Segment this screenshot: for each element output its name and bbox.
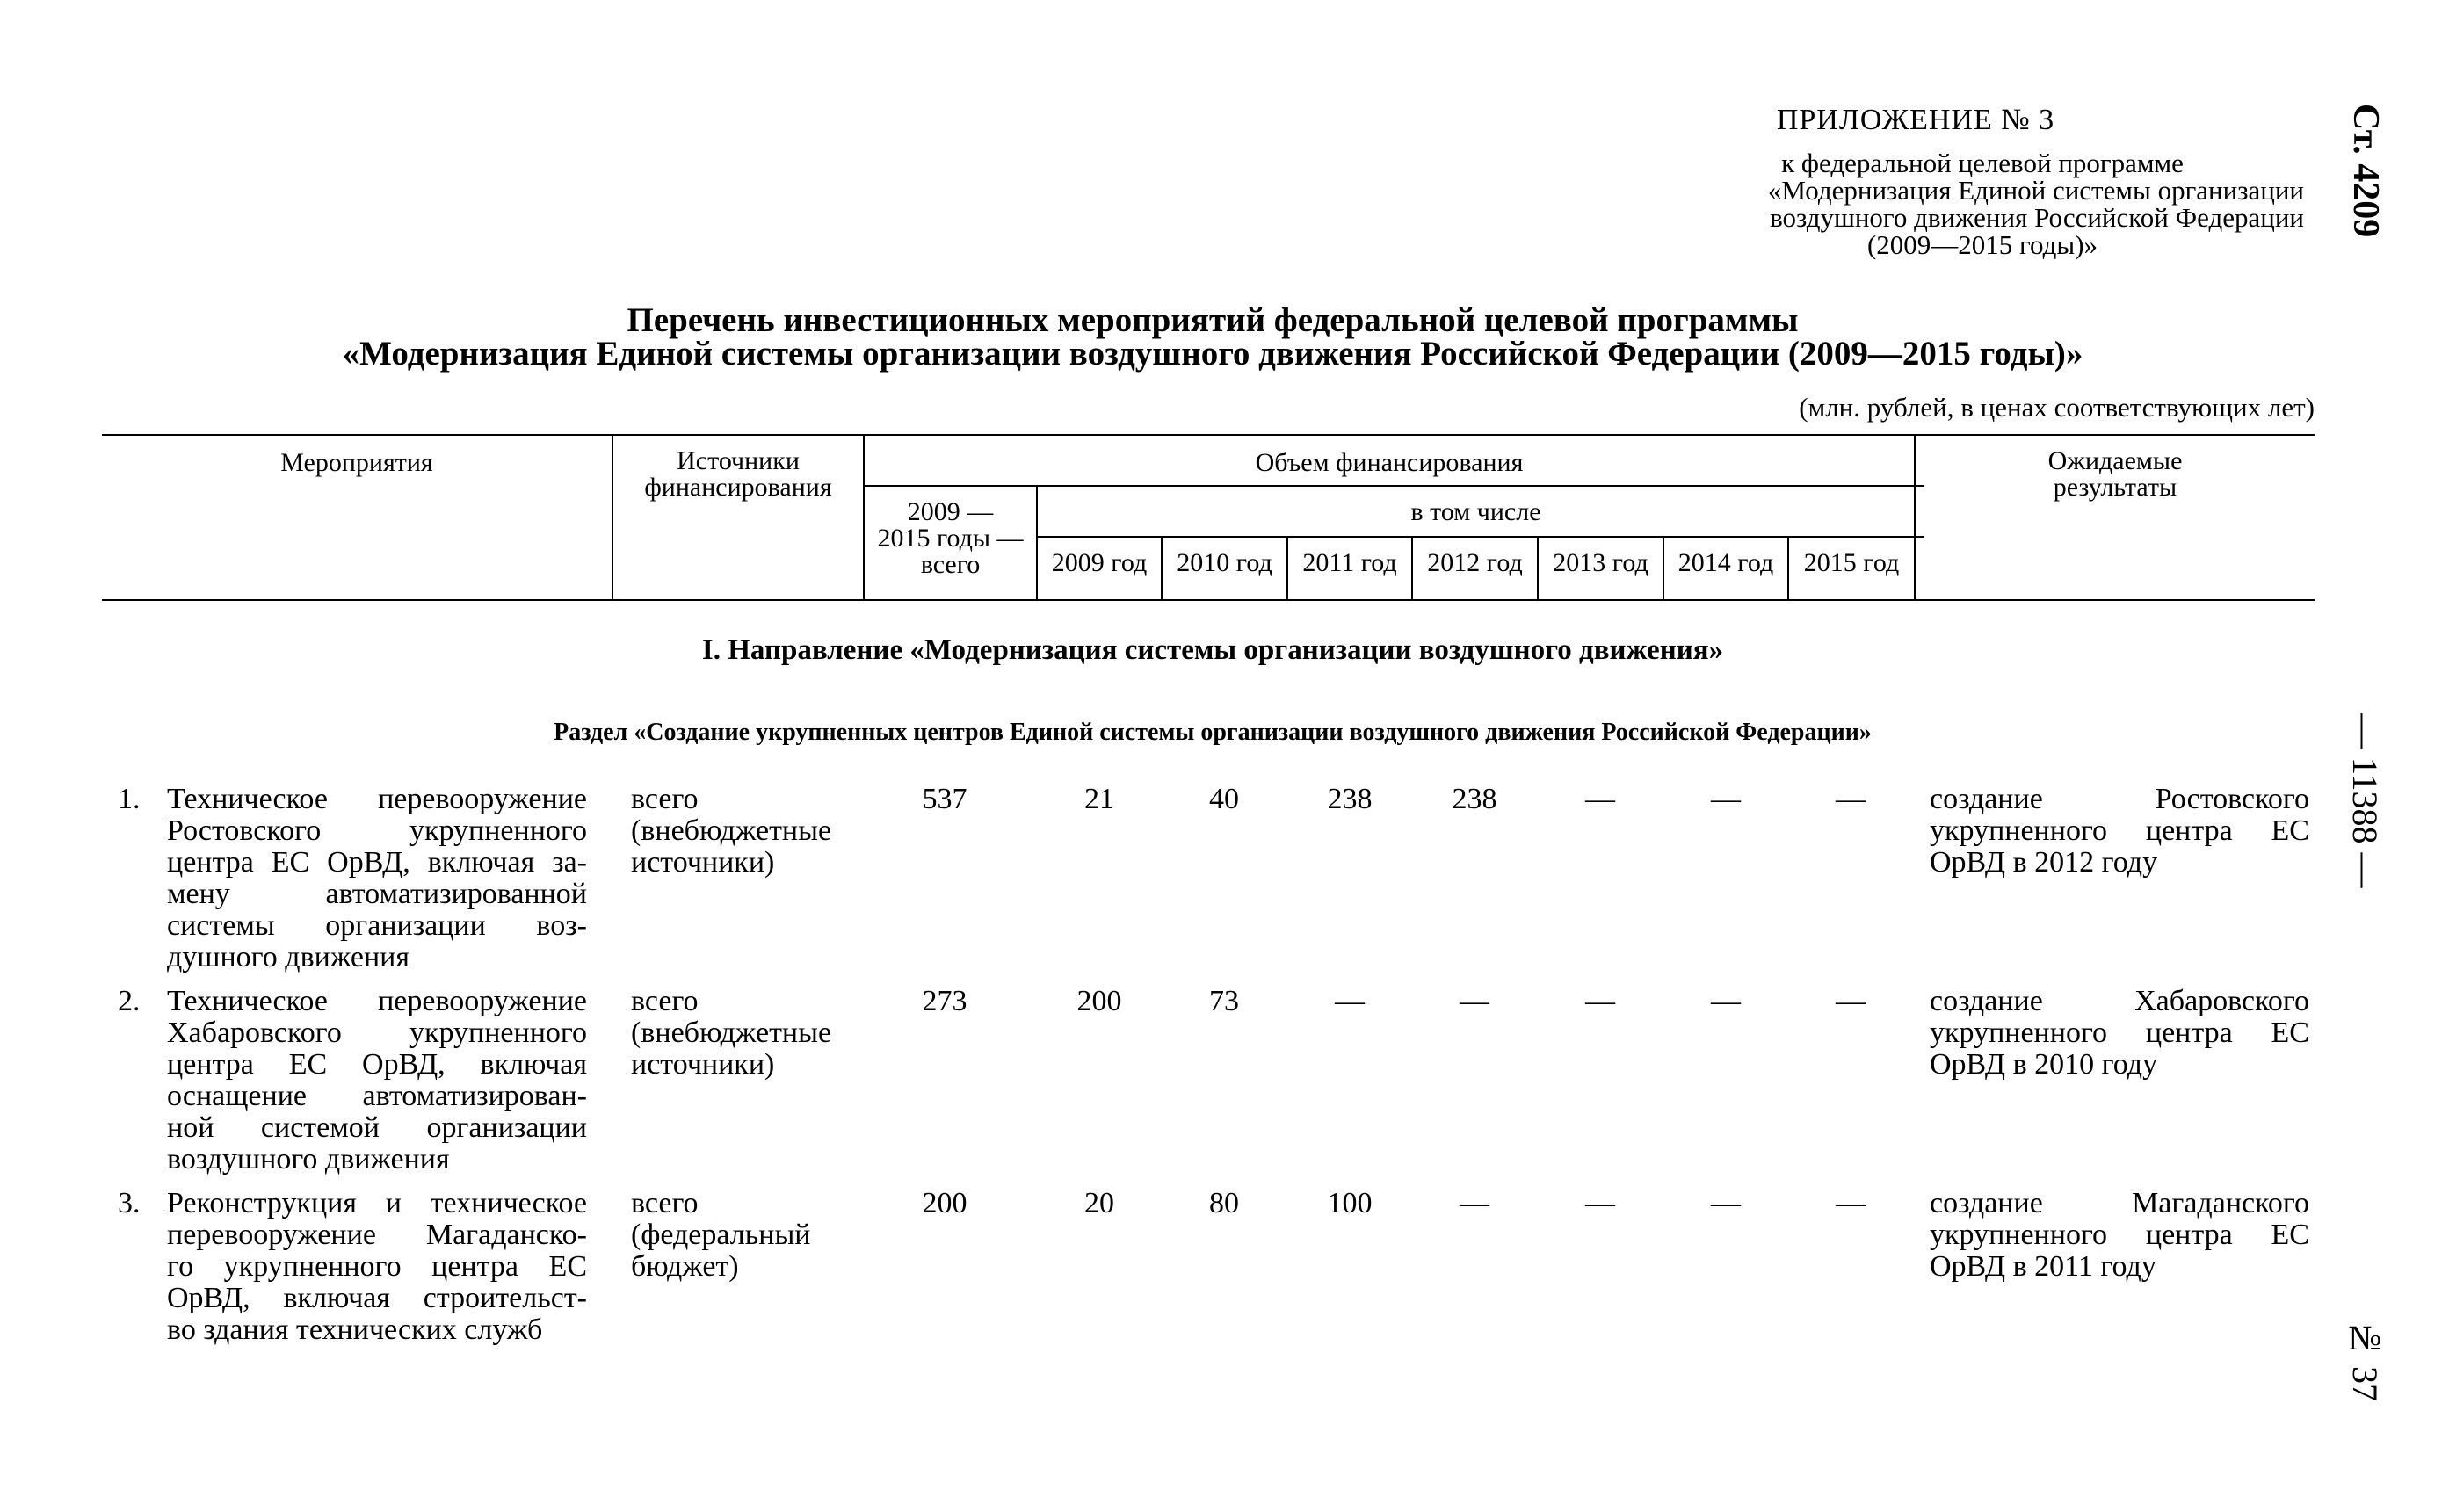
result-line: ОрВД в 2010 году xyxy=(1930,1048,2158,1081)
column-header-sources xyxy=(613,448,863,501)
title-line: «Модернизация Единой системы организации воздушного движения Российской Федерации (2009—2015 годы)» xyxy=(342,335,2083,373)
measure-line: Хабаровского укрупненного xyxy=(167,1016,587,1049)
funding-source xyxy=(631,986,831,1081)
source-line: источники) xyxy=(631,846,775,879)
year-value: — xyxy=(1836,985,1866,1017)
row-number: 2. xyxy=(118,985,141,1017)
header-line: 2015 годы — xyxy=(877,524,1024,553)
funding-source xyxy=(631,784,831,879)
source-line: всего xyxy=(631,985,699,1017)
title-line: Перечень инвестиционных мероприятий федеральной целевой программы xyxy=(627,301,1799,339)
column-header-total xyxy=(865,499,1036,578)
measure-line: центра ЕС ОрВД, включая xyxy=(167,1048,587,1081)
expected-result xyxy=(1930,986,2309,1081)
year-value: — xyxy=(1585,783,1615,815)
appendix-line: (2009—2015 годы)» xyxy=(1866,229,2098,260)
source-line: бюджет) xyxy=(631,1250,739,1283)
column-header-year: 2012 год xyxy=(1427,548,1523,577)
year-value: 238 xyxy=(1327,783,1373,815)
measure-line: центра ЕС ОрВД, включая за- xyxy=(167,846,587,879)
result-line: создание Хабаровского xyxy=(1930,985,2309,1017)
year-value: — xyxy=(1585,985,1615,1017)
header-rule-funding xyxy=(865,485,1924,487)
measure-line: ОрВД, включая строительст- xyxy=(167,1282,587,1314)
row-number: 1. xyxy=(118,783,141,815)
measure-text xyxy=(167,1188,587,1346)
source-line: (внебюджетные xyxy=(631,1016,832,1049)
result-line: ОрВД в 2011 году xyxy=(1930,1250,2156,1283)
year-value: 100 xyxy=(1327,1187,1373,1219)
year-value: — xyxy=(1711,985,1741,1017)
source-line: источники) xyxy=(631,1048,775,1081)
result-line: укрупненного центра ЕС xyxy=(1930,1016,2309,1049)
year-value: 200 xyxy=(1076,985,1122,1017)
issue-number: № 37 xyxy=(2345,1318,2385,1401)
year-value: 238 xyxy=(1452,783,1497,815)
column-header-year: 2015 год xyxy=(1803,548,1900,577)
direction-heading: I. Направление «Модернизация системы организации воздушного движения» xyxy=(701,634,1724,666)
measure-text xyxy=(167,986,587,1176)
source-line: (внебюджетные xyxy=(631,814,832,847)
measure-line: перевооружение Магаданско- xyxy=(167,1219,587,1251)
measure-line: го укрупненного центра ЕС xyxy=(167,1250,587,1283)
year-value: 20 xyxy=(1084,1187,1114,1219)
year-value: 21 xyxy=(1084,783,1114,815)
expected-result xyxy=(1930,784,2309,879)
column-header-expected xyxy=(1916,448,2315,501)
measure-line: мену автоматизированной xyxy=(167,878,587,910)
appendix-line: к федеральной целевой программе xyxy=(1781,148,2184,178)
expected-result xyxy=(1930,1188,2309,1283)
year-value: — xyxy=(1711,1187,1741,1219)
section-heading: Раздел «Создание укрупненных центров Единой системы организации воздушного движения Российской Федерации» xyxy=(554,719,1872,746)
total-value: 273 xyxy=(922,985,967,1017)
header-line: Ожидаемые xyxy=(2047,446,2183,475)
year-value: — xyxy=(1460,985,1489,1017)
column-header-year: 2014 год xyxy=(1677,548,1774,577)
result-line: укрупненного центра ЕС xyxy=(1930,814,2309,847)
column-header-funding: Объем финансирования xyxy=(1255,448,1524,477)
column-header-including: в том числе xyxy=(1410,497,1541,526)
measure-text xyxy=(167,784,587,973)
units-note: (млн. рублей, в ценах соответствующих лет) xyxy=(1799,392,2315,423)
appendix-line: воздушного движения Российской Федерации xyxy=(1770,202,2304,233)
year-value: — xyxy=(1335,985,1365,1017)
column-header-year: 2010 год xyxy=(1177,548,1272,577)
source-line: (федеральный xyxy=(631,1219,811,1251)
appendix-line: «Модернизация Единой системы организации xyxy=(1767,175,2304,206)
year-value: — xyxy=(1836,783,1866,815)
page-reference: Ст. 4209 xyxy=(2345,104,2386,238)
measure-line: оснащение автоматизирован- xyxy=(167,1080,587,1112)
header-bottom-rule xyxy=(102,599,2315,601)
measure-line: Техническое перевооружение xyxy=(167,985,587,1017)
measure-line: душного движения xyxy=(167,941,409,973)
column-header-year: 2009 год xyxy=(1051,548,1148,577)
page-title xyxy=(105,301,2320,373)
year-value: 73 xyxy=(1209,985,1239,1017)
header-line: финансирования xyxy=(644,473,832,502)
header-line: результаты xyxy=(2053,473,2177,502)
result-line: укрупненного центра ЕС xyxy=(1930,1219,2309,1251)
header-top-rule xyxy=(102,434,2315,436)
source-line: всего xyxy=(631,1187,699,1219)
measure-line: ной системой организации xyxy=(167,1111,587,1144)
source-line: всего xyxy=(631,783,699,815)
year-value: — xyxy=(1460,1187,1489,1219)
measure-line: Реконструкция и техническое xyxy=(167,1187,587,1219)
total-value: 200 xyxy=(922,1187,967,1219)
column-header-year: 2013 год xyxy=(1553,548,1648,577)
header-line: 2009 — xyxy=(907,497,994,526)
measure-line: системы организации воз- xyxy=(167,909,587,942)
year-value: — xyxy=(1585,1187,1615,1219)
measure-line: воздушного движения xyxy=(167,1143,450,1176)
header-line: всего xyxy=(920,550,981,579)
appendix-subtitle xyxy=(1555,149,2304,258)
appendix-title: ПРИЛОЖЕНИЕ № 3 xyxy=(1776,104,2055,136)
year-value: 80 xyxy=(1209,1187,1239,1219)
document-number: — 11388 — xyxy=(2345,713,2385,888)
row-number: 3. xyxy=(118,1187,141,1219)
total-value: 537 xyxy=(922,783,967,815)
measure-line: Ростовского укрупненного xyxy=(167,814,587,847)
column-header-year: 2011 год xyxy=(1302,548,1397,577)
header-rule-including xyxy=(1036,536,1924,538)
year-value: — xyxy=(1711,783,1741,815)
column-header-measures: Мероприятия xyxy=(280,448,433,477)
result-line: ОрВД в 2012 году xyxy=(1930,846,2158,879)
measure-line: Техническое перевооружение xyxy=(167,783,587,815)
funding-source xyxy=(631,1188,810,1283)
header-line: Источники xyxy=(677,446,800,475)
year-value: — xyxy=(1836,1187,1866,1219)
measure-line: во здания технических служб xyxy=(167,1313,543,1346)
year-value: 40 xyxy=(1209,783,1239,815)
result-line: создание Ростовского xyxy=(1930,783,2309,815)
result-line: создание Магаданского xyxy=(1930,1187,2309,1219)
